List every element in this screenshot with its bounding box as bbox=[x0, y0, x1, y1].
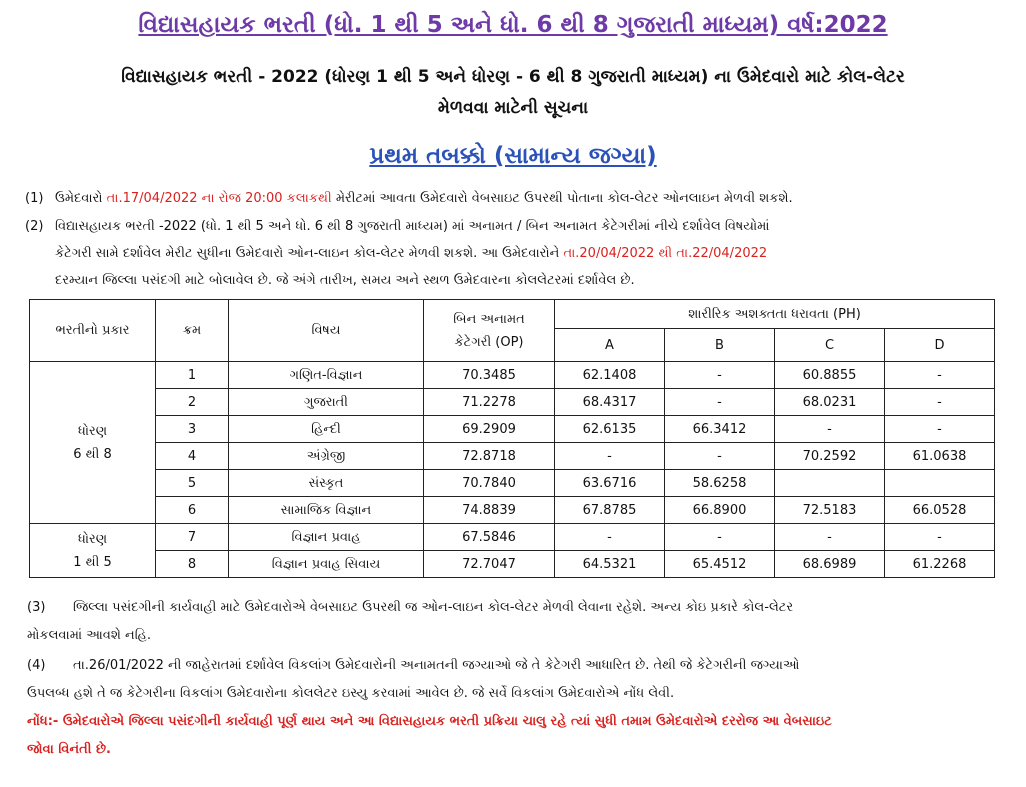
row-c: 72.5183 bbox=[775, 497, 885, 524]
header-serial-no: ક્રમ bbox=[156, 300, 229, 362]
row-op: 71.2278 bbox=[424, 389, 555, 416]
row-c: 68.6989 bbox=[775, 551, 885, 578]
group-std-6-8 bbox=[30, 362, 156, 524]
row-d: - bbox=[885, 389, 995, 416]
row-d: 61.2268 bbox=[885, 551, 995, 578]
row-no: 4 bbox=[156, 443, 229, 470]
row-d bbox=[885, 470, 995, 497]
header-ph-c: C bbox=[775, 329, 885, 362]
point-4-line-2: ઉપલબ્ધ હશે તે જ કેટેગરીના વિકલાંગ ઉમેદવારોના કોલલેટર ઇસ્યુ કરવામાં આવેલ છે. જે સર્વે વિકલાંગ ઉમેદવારોએ નોંધ લેવી. bbox=[27, 686, 675, 701]
table-row bbox=[30, 362, 995, 389]
important-note bbox=[27, 708, 1002, 764]
group-std-1-5 bbox=[30, 524, 156, 578]
row-no: 7 bbox=[156, 524, 229, 551]
point-3-number: (3) bbox=[27, 600, 46, 615]
header-ph: શારીરિક અશક્તતા ધરાવતા (PH) bbox=[555, 300, 995, 329]
row-a: 68.4317 bbox=[555, 389, 665, 416]
header-op-category bbox=[424, 300, 555, 362]
note-line-1: નોંધ:- ઉમેદવારોએ જિલ્લા પસંદગીની કાર્યવાહી પૂર્ણ થાય અને આ વિદ્યાસહાયક ભરતી પ્રક્રિયા ચાલુ રહે ત્યાં સુધી તમામ ઉમેદવારોએ દરરોજ આ વેબસાઇટ bbox=[27, 714, 832, 729]
point-4-number: (4) bbox=[27, 658, 46, 673]
row-no: 5 bbox=[156, 470, 229, 497]
row-a: - bbox=[555, 524, 665, 551]
row-a: 62.6135 bbox=[555, 416, 665, 443]
point-1-date: તા.17/04/2022 ના રોજ 20:00 કલાકથી bbox=[106, 191, 332, 206]
point-4-line-1: તા.26/01/2022 ની જાહેરાતમાં દર્શાવેલ વિકલાંગ ઉમેદવારોની અનામતની જગ્યાઓ જે તે કેટેગરી આધારિત છે. તેથી જે કેટેગરીની જગ્યાઓ bbox=[73, 658, 800, 673]
table-row bbox=[30, 470, 995, 497]
point-2 bbox=[25, 213, 1000, 294]
header-recruitment-type: ભરતીનો પ્રકાર bbox=[30, 300, 156, 362]
row-b: 65.4512 bbox=[665, 551, 775, 578]
row-d: - bbox=[885, 362, 995, 389]
row-subject: વિજ્ઞાન પ્રવાહ bbox=[229, 524, 424, 551]
row-d: - bbox=[885, 416, 995, 443]
row-subject: વિજ્ઞાન પ્રવાહ સિવાય bbox=[229, 551, 424, 578]
row-subject: સંસ્કૃત bbox=[229, 470, 424, 497]
point-2-line-2: કેટેગરી સામે દર્શાવેલ મેરીટ સુધીના ઉમેદવારો ઓન-લાઇન કોલ-લેટર મેળવી શકશે. આ ઉમેદવારોને bbox=[55, 246, 564, 261]
row-c: - bbox=[775, 524, 885, 551]
table-row bbox=[30, 551, 995, 578]
row-no: 3 bbox=[156, 416, 229, 443]
row-a: 62.1408 bbox=[555, 362, 665, 389]
row-no: 8 bbox=[156, 551, 229, 578]
row-no: 1 bbox=[156, 362, 229, 389]
row-op: 67.5846 bbox=[424, 524, 555, 551]
row-c: - bbox=[775, 416, 885, 443]
merit-table bbox=[29, 299, 995, 578]
row-subject: ગણિત-વિજ્ઞાન bbox=[229, 362, 424, 389]
table-row bbox=[30, 524, 995, 551]
group-2-line-1: ધોરણ bbox=[77, 531, 108, 547]
subtitle-line-2: મેળવવા માટેની સૂચના bbox=[437, 98, 589, 118]
notice-subtitle bbox=[30, 62, 996, 124]
row-subject: ગુજરાતી bbox=[229, 389, 424, 416]
row-no: 6 bbox=[156, 497, 229, 524]
group-1-line-1: ધોરણ bbox=[77, 423, 108, 439]
header-ph-a: A bbox=[555, 329, 665, 362]
point-2-dates: તા.20/04/2022 થી તા.22/04/2022 bbox=[563, 246, 768, 261]
point-3 bbox=[27, 594, 1002, 650]
row-d: 61.0638 bbox=[885, 443, 995, 470]
row-a: 67.8785 bbox=[555, 497, 665, 524]
table-row bbox=[30, 389, 995, 416]
point-3-line-2: મોકલવામાં આવશે નહિ. bbox=[27, 628, 152, 643]
header-op-line-2: કેટેગરી (OP) bbox=[454, 334, 524, 350]
row-b: - bbox=[665, 443, 775, 470]
point-1-number: (1) bbox=[25, 191, 44, 206]
row-d: - bbox=[885, 524, 995, 551]
row-subject: અંગ્રેજી bbox=[229, 443, 424, 470]
row-a: 64.5321 bbox=[555, 551, 665, 578]
row-b: - bbox=[665, 362, 775, 389]
point-2-line-3: દરમ્યાન જિલ્લા પસંદગી માટે બોલાવેલ છે. જે અંગે તારીખ, સમય અને સ્થળ ઉમેદવારના કોલલેટરમાં દર્શાવેલ છે. bbox=[55, 273, 635, 288]
point-3-line-1: જિલ્લા પસંદગીની કાર્યવાહી માટે ઉમેદવારોએ વેબસાઇટ ઉપરથી જ ઓન-લાઇન કોલ-લેટર મેળવી લેવાના રહેશે. અન્ય કોઇ પ્રકારે કોલ-લેટર bbox=[73, 600, 794, 615]
row-op: 69.2909 bbox=[424, 416, 555, 443]
point-2-line-1: વિદ્યાસહાયક ભરતી -2022 (ધો. 1 થી 5 અને ધો. 6 થી 8 ગુજરાતી માધ્યમ) માં અનામત / બિન અનામત કેટેગરીમાં નીચે દર્શાવેલ વિષયોમાં bbox=[55, 219, 770, 234]
row-c bbox=[775, 470, 885, 497]
row-c: 60.8855 bbox=[775, 362, 885, 389]
row-d: 66.0528 bbox=[885, 497, 995, 524]
point-1 bbox=[25, 185, 1000, 212]
row-c: 70.2592 bbox=[775, 443, 885, 470]
row-c: 68.0231 bbox=[775, 389, 885, 416]
subtitle-line-1: વિદ્યાસહાયક ભરતી - 2022 (ધોરણ 1 થી 5 અને ધોરણ - 6 થી 8 ગુજરાતી માધ્યમ) ના ઉમેદવારો માટે કોલ-લેટર bbox=[121, 67, 905, 87]
row-subject: સામાજિક વિજ્ઞાન bbox=[229, 497, 424, 524]
group-1-line-2: 6 થી 8 bbox=[73, 446, 112, 462]
row-op: 72.7047 bbox=[424, 551, 555, 578]
row-b: 58.6258 bbox=[665, 470, 775, 497]
row-op: 70.3485 bbox=[424, 362, 555, 389]
group-2-line-2: 1 થી 5 bbox=[73, 554, 112, 570]
point-1-text-b: મેરીટમાં આવતા ઉમેદવારો વેબસાઇટ ઉપરથી પોતાના કોલ-લેટર ઓનલાઇન મેળવી શકશે. bbox=[331, 191, 793, 206]
row-b: 66.8900 bbox=[665, 497, 775, 524]
point-1-text-a: ઉમેદવારો bbox=[55, 191, 107, 206]
table-row bbox=[30, 416, 995, 443]
row-b: 66.3412 bbox=[665, 416, 775, 443]
phase-heading: પ્રથમ તબક્કો (સામાન્ય જગ્યા) bbox=[369, 143, 657, 169]
table-row bbox=[30, 497, 995, 524]
point-4 bbox=[27, 652, 1002, 708]
point-2-number: (2) bbox=[25, 219, 44, 234]
header-op-line-1: બિન અનામત bbox=[453, 311, 525, 327]
row-a: 63.6716 bbox=[555, 470, 665, 497]
row-op: 72.8718 bbox=[424, 443, 555, 470]
row-b: - bbox=[665, 524, 775, 551]
row-op: 74.8839 bbox=[424, 497, 555, 524]
header-ph-b: B bbox=[665, 329, 775, 362]
table-row bbox=[30, 443, 995, 470]
header-ph-d: D bbox=[885, 329, 995, 362]
row-b: - bbox=[665, 389, 775, 416]
row-a: - bbox=[555, 443, 665, 470]
header-subject: વિષય bbox=[229, 300, 424, 362]
row-op: 70.7840 bbox=[424, 470, 555, 497]
note-line-2: જોવા વિનંતી છે. bbox=[27, 742, 111, 757]
page-title: વિદ્યાસહાયક ભરતી (ધો. 1 થી 5 અને ધો. 6 થી 8 ગુજરાતી માધ્યમ) વર્ષ:2022 bbox=[138, 12, 888, 38]
row-no: 2 bbox=[156, 389, 229, 416]
row-subject: હિન્દી bbox=[229, 416, 424, 443]
